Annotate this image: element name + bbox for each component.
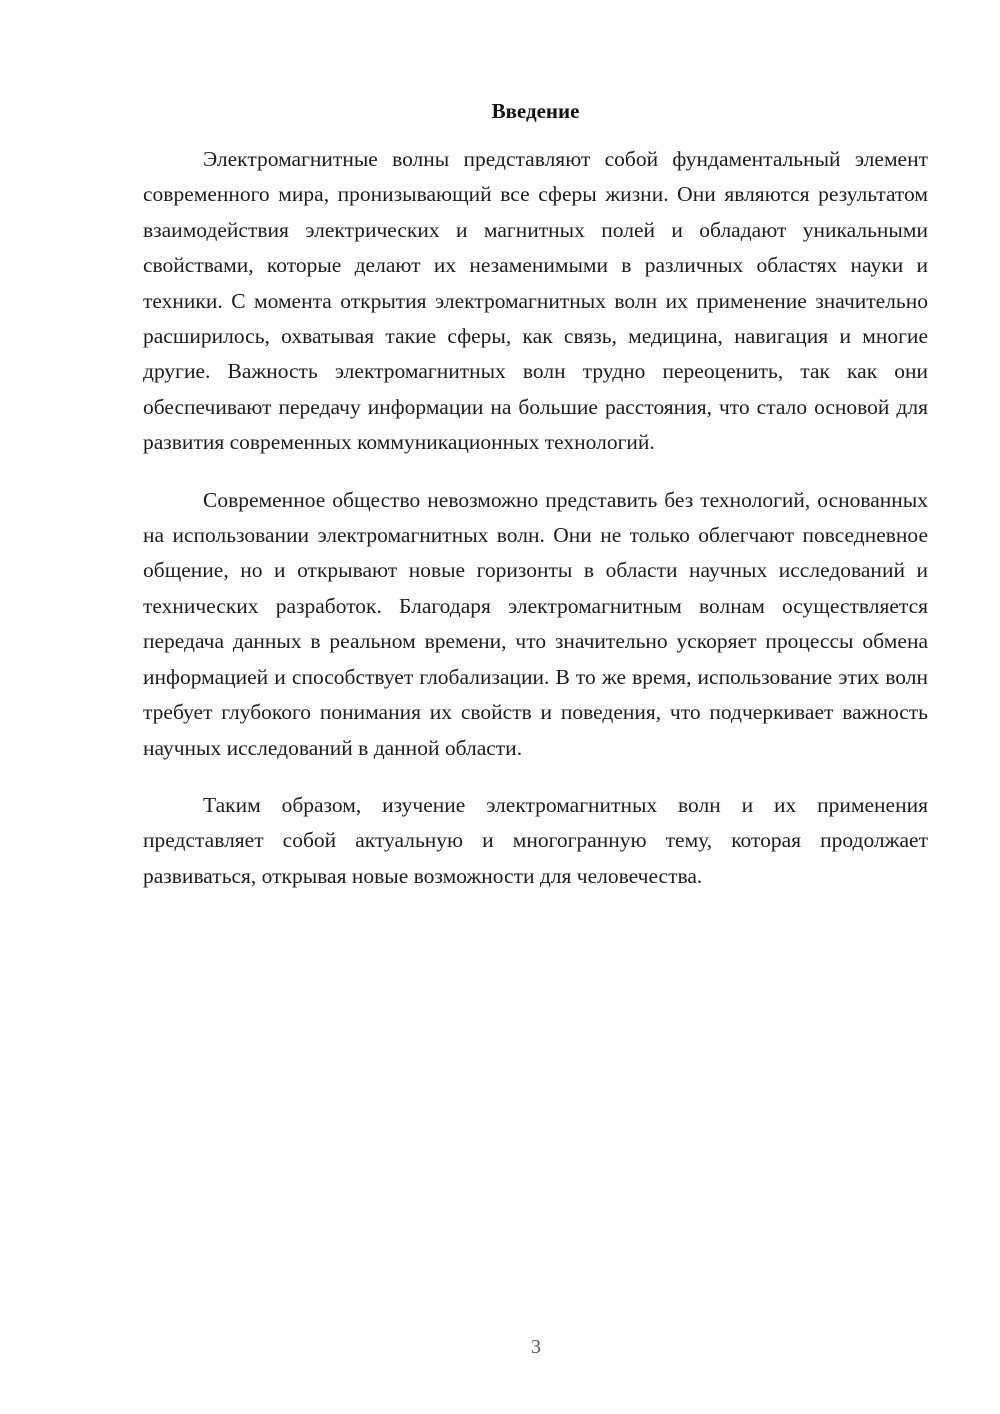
page-number: 3	[531, 1336, 541, 1358]
section-heading: Введение	[491, 99, 580, 123]
paragraph-3: Таким образом, изучение электромагнитных волн и их применения представляет собой актуальную и многогранную тему, которая продолжает развиваться, открывая новые возможности для человечества.	[143, 792, 928, 888]
paragraph-1: Электромагнитные волны представляют собой фундаментальный элемент современного мира, пронизывающий все сферы жизни. Они являются результатом взаимодействия электрических и магнитных полей и обладают уникальными свойствами, которые делают их незаменимыми в различных областях науки и техники. С момента открытия электромагнитных волн их применение значительно расширилось, охватывая такие сферы, как связь, медицина, навигация и многие другие. Важность электромагнитных волн трудно переоценить, так как они обеспечивают передачу информации на большие расстояния, что стало основой для развития современных коммуникационных технологий.	[143, 147, 928, 455]
paragraph-2: Современное общество невозможно представить без технологий, основанных на использовании электромагнитных волн. Они не только облегчают повседневное общение, но и открывают новые горизонты в области научных исследований и технических разработок. Благодаря электромагнитным волнам осуществляется передача данных в реальном времени, что значительно ускоряет процессы обмена информацией и способствует глобализации. В то же время, использование этих волн требует глубокого понимания их свойств и поведения, что подчеркивает важность научных исследований в данной области.	[143, 487, 928, 760]
body-text	[143, 142, 928, 916]
